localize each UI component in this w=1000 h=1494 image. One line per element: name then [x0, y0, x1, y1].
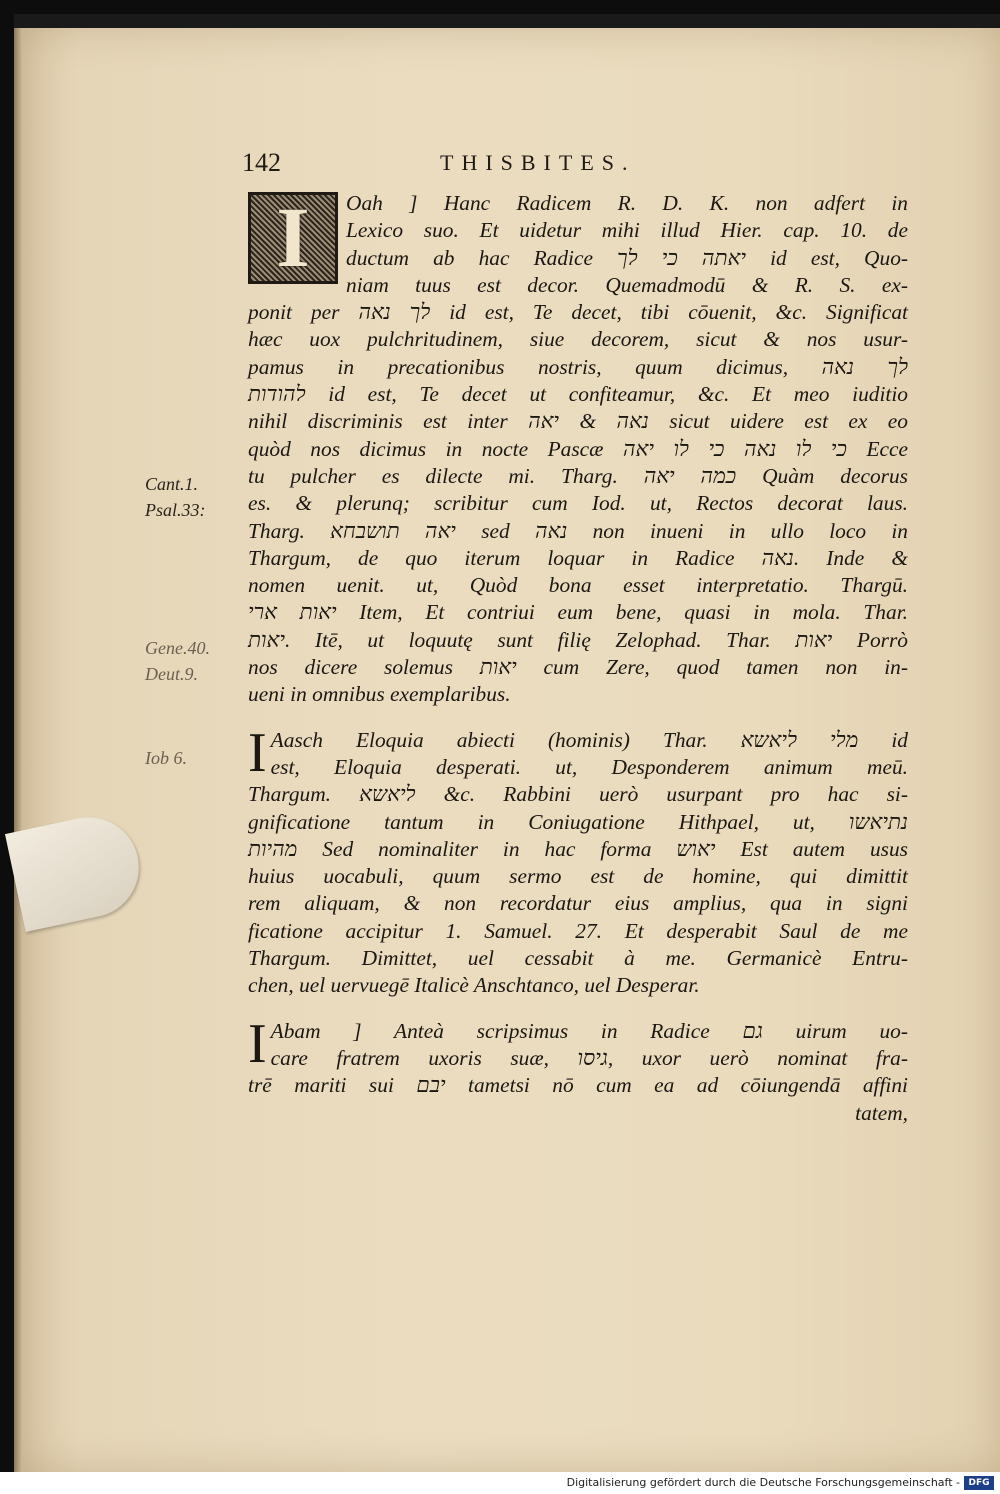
text-line: es. & plerunq; scribitur cum Iod. ut, Rectos decorat laus. [248, 491, 908, 516]
page-edge [14, 28, 22, 1472]
text-line: tatem, [855, 1100, 908, 1125]
margin-note: Deut.9. [145, 664, 198, 684]
entry-iaasch [248, 721, 909, 1000]
decorated-initial [248, 189, 338, 286]
footer-bar [0, 1472, 1000, 1494]
text-line: Abam ] Anteà scripsimus in Radice גם uirum uo- [270, 1018, 908, 1043]
text-line: Thargum. ליאשא &c. Rabbini uerò usurpant pro hac si- [248, 782, 909, 807]
running-head: THISBITES. [440, 150, 636, 175]
text-line: care fratrem uxoris suæ, גיסו, uxor uerò nominat fra- [270, 1045, 909, 1070]
text-line: ponit per לך נאה id est, Te decet, tibi cōuenit, &c. Significat [248, 300, 909, 325]
entry-text [248, 190, 908, 709]
text-line: Thargum. Dimittet, uel cessabit à me. Germanicè Entru- [248, 946, 908, 971]
text-line: ueni in omnibus exemplaribus. [248, 682, 511, 707]
text-line: chen, uel uervuegē Italicè Anschtanco, uel Desperar. [248, 973, 700, 998]
margin-note: Gene.40. [145, 638, 210, 658]
text-line: ficatione accipitur 1. Samuel. 27. Et desperabit Saul de me [248, 918, 908, 943]
margin-note: Psal.33: [145, 500, 206, 520]
text-line: ductum ab hac Radice יאתה כי לך id est, Quo- [346, 245, 909, 270]
text-line: tu pulcher es dilecte mi. Tharg. כמה יאה Quàm decorus [248, 463, 908, 488]
main-text [248, 190, 908, 1127]
text-line: nihil discriminis est inter נאה & יאה sicut uidere est ex eo [248, 409, 908, 434]
text-line: Tharg. יאה תושבחא sed נאה non inueni in ullo loco in [248, 518, 908, 543]
page-number: 142 [242, 148, 281, 177]
dfg-logo-icon: DFG [964, 1476, 994, 1490]
text-line: niam tuus est decor. Quemadmodū & R. S. ex- [346, 272, 908, 297]
entry-initial: I [248, 1012, 267, 1075]
text-line: יאות. Itē, ut loquutę sunt filię Zelophad. Thar. יאות Porrò [248, 627, 908, 652]
text-line: Thargum, de quo iterum loquar in Radice נאה. Inde & [248, 545, 908, 570]
text-line: Lexico suo. Et uidetur mihi illud Hier. cap. 10. de [346, 218, 908, 243]
funding-credit: Digitalisierung gefördert durch die Deutsche Forschungsgemeinschaft - [566, 1476, 960, 1489]
text-line: gnificatione tantum in Coniugatione Hithpael, ut, נתיאשו [248, 809, 908, 834]
entry-text [248, 721, 909, 1000]
text-line: nomen uenit. ut, Quòd bona esset interpretatio. Thargū. [248, 573, 908, 598]
text-line: hæc uox pulchritudinem, siue decorem, sicut & nos usur- [248, 327, 908, 352]
text-line: pamus in precationibus nostris, quum dicimus, לך נאה [248, 354, 909, 379]
entry-initial: I [248, 721, 267, 784]
text-line: quòd nos dicimus in nocte Pascæ כי לו נאה כי לו יאה Ecce [248, 436, 909, 461]
text-line: יאות ארי Item, Et contriui eum bene, quasi in mola. Thar. [248, 600, 908, 625]
margin-note: Iob 6. [145, 748, 187, 768]
text-line: trē mariti sui יבם tametsi nō cum ea ad cōiungendā affini [248, 1073, 908, 1098]
entry-text [248, 1012, 909, 1127]
page-header [242, 148, 907, 184]
text-line: מהיות Sed nominaliter in hac forma יאוש Est autem usus [248, 836, 908, 861]
text-line: est, Eloquia desperati. ut, Desponderem animum meū. [270, 754, 908, 779]
text-line: rem aliquam, & non recordatur eius amplius, qua in signi [248, 891, 908, 916]
text-line: להודות id est, Te decet ut confiteamur, &c. Et meo iuditio [248, 382, 908, 407]
entry-ioah [248, 190, 908, 709]
text-line: huius uocabuli, quum sermo est de homine, qui dimittit [248, 864, 908, 889]
text-line: nos dicere solemus יאות cum Zere, quod tamen non in- [248, 655, 908, 680]
margin-note: Cant.1. [145, 474, 199, 494]
decorated-initial-letter: I [276, 189, 310, 286]
text-line: Oah ] Hanc Radicem R. D. K. non adfert in [346, 191, 908, 215]
entry-iabam [248, 1012, 909, 1127]
text-line: Aasch Eloquia abiecti (hominis) Thar. מלי ליאשא id [270, 727, 908, 752]
